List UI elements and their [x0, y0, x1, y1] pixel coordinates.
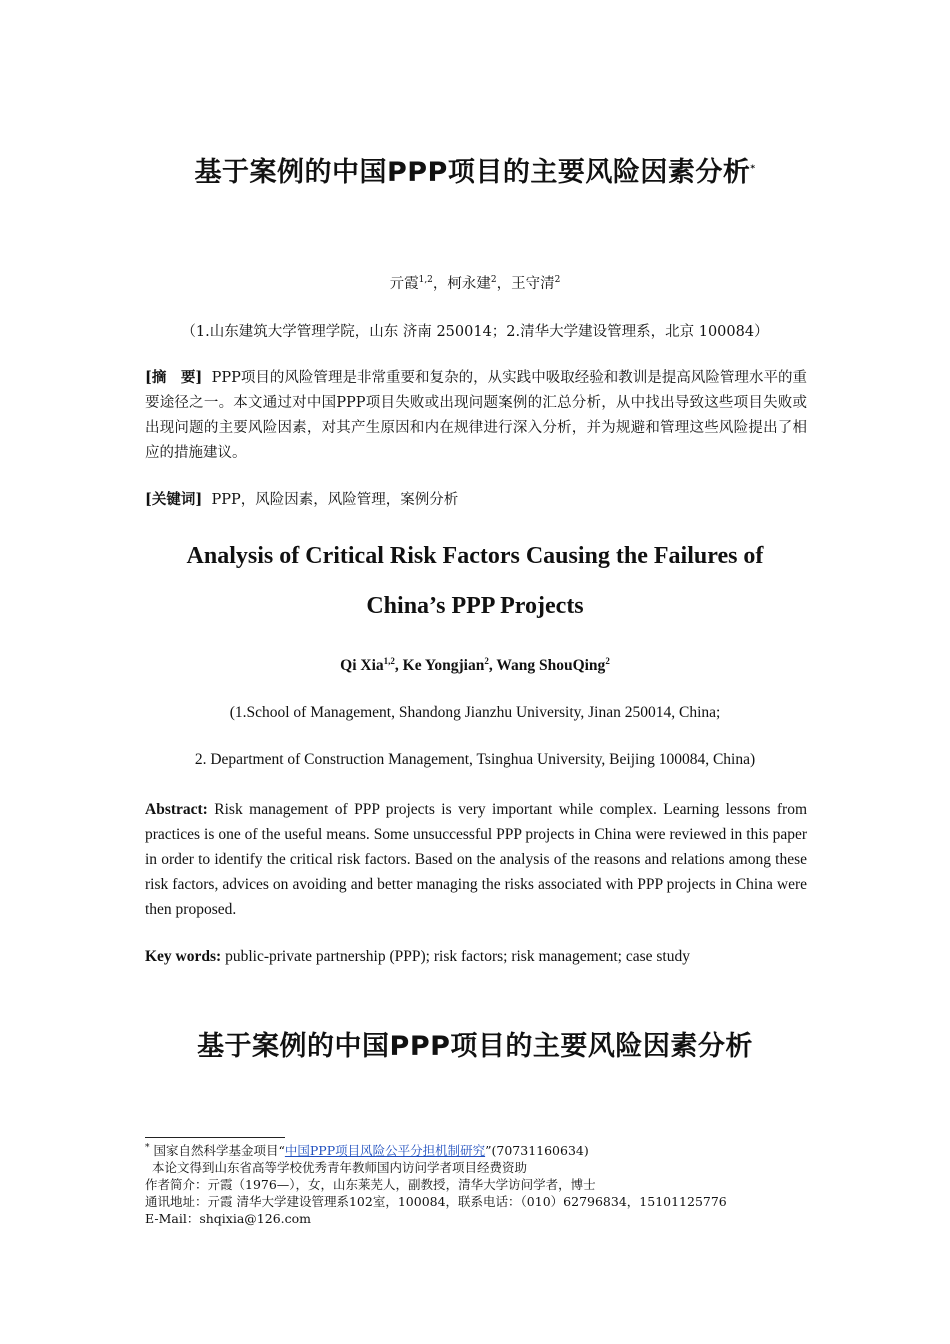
- title-chinese: [0, 150, 950, 189]
- abstract-en-text: Risk management of PPP projects is very important while complex. Learning lessons from practices is one of the useful means. Some unsuccessful PPP projects in China were reviewed in this paper in order to identify the critical risk factors. Based on the analysis of the reasons and relations among these risk factors, advices on avoiding and better managing the risks associated with PPP projects in China were then proposed.: [145, 801, 807, 918]
- fund-prefix: 国家自然科学基金项目“: [149, 1143, 285, 1158]
- fund-project-link[interactable]: 中国PPP项目风险公平分担机制研究: [284, 1143, 486, 1158]
- title-chinese-repeat: 基于案例的中国PPP项目的主要风险因素分析: [197, 1031, 753, 1062]
- author-2-en: , Ke Yongjian: [394, 657, 485, 674]
- fund-suffix: ”(70731160634): [485, 1143, 589, 1158]
- keywords-chinese: [145, 487, 807, 513]
- title-english-line2: China’s PPP Projects: [366, 593, 584, 619]
- author-sep: ，: [496, 276, 512, 292]
- affiliation-chinese: （1.山东建筑大学管理学院，山东 济南 250014；2.清华大学建设管理系，北京 100084）: [181, 324, 769, 340]
- author-3-cn-affil: 2: [554, 275, 561, 286]
- author-1-en-affil: 1,2: [383, 655, 395, 666]
- author-1-cn-affil: 1,2: [418, 275, 433, 286]
- keywords-cn-label: [关键词]: [145, 491, 203, 508]
- abstract-cn-text: PPP项目的风险管理是非常重要和复杂的，从实践中吸取经验和教训是提高风险管理水平的重要途径之一。本文通过对中国PPP项目失败或出现问题案例的汇总分析，从中找出导致这些项目失败或出现问题的主要风险因素，对其产生原因和内在规律进行深入分析，并为规避和管理这些风险提出了相应的措施建议。: [145, 370, 808, 461]
- author-sep: ，: [432, 276, 448, 292]
- author-2-cn: 柯永建: [447, 276, 491, 292]
- abstract-chinese: [145, 365, 807, 466]
- abstract-en-label: Abstract:: [145, 801, 208, 818]
- footnote-fund: [145, 1142, 825, 1159]
- authors-chinese: [0, 272, 950, 293]
- title-footnote-mark[interactable]: *: [750, 164, 756, 174]
- author-3-cn: 王守清: [511, 276, 555, 292]
- authors-english: [0, 657, 950, 675]
- affiliation-english-2: 2. Department of Construction Management, Tsinghua University, Beijing 100084, China): [194, 751, 756, 768]
- abstract-cn-label: [摘 要]: [145, 369, 203, 386]
- affiliation-english-1: (1.School of Management, Shandong Jianzhu University, Jinan 250014, China;: [229, 704, 721, 721]
- author-2-en-affil: 2: [484, 655, 489, 666]
- abstract-english: [145, 797, 807, 922]
- author-3-en-affil: 2: [605, 655, 610, 666]
- footnote-divider: [145, 1137, 285, 1138]
- author-2-cn-affil: 2: [490, 275, 497, 286]
- title-chinese-text: 基于案例的中国PPP项目的主要风险因素分析: [194, 157, 751, 188]
- keywords-english: [145, 944, 807, 969]
- author-1-en: Qi Xia: [340, 657, 384, 674]
- footnote-funding-line: 本论文得到山东省高等学校优秀青年教师国内访问学者项目经费资助: [152, 1160, 528, 1175]
- footnote-email: E-Mail：shqixia@126.com: [145, 1211, 312, 1226]
- keywords-cn-text: PPP，风险因素，风险管理，案例分析: [211, 492, 459, 508]
- title-english-line1: Analysis of Critical Risk Factors Causing the Failures of: [186, 543, 764, 569]
- keywords-en-text: public-private partnership (PPP); risk factors; risk management; case study: [225, 948, 690, 965]
- keywords-en-label: Key words:: [145, 948, 222, 965]
- footnote-mark: *: [145, 1142, 150, 1153]
- footnote-author-bio: 作者简介：亓霞（1976—），女，山东莱芜人，副教授，清华大学访问学者，博士: [145, 1177, 596, 1192]
- author-3-en: , Wang ShouQing: [488, 657, 606, 674]
- author-1-cn: 亓霞: [389, 276, 419, 292]
- footnote-address: 通讯地址：亓霞 清华大学建设管理系102室，100084，联系电话：（010）62796834，15101125776: [145, 1194, 727, 1209]
